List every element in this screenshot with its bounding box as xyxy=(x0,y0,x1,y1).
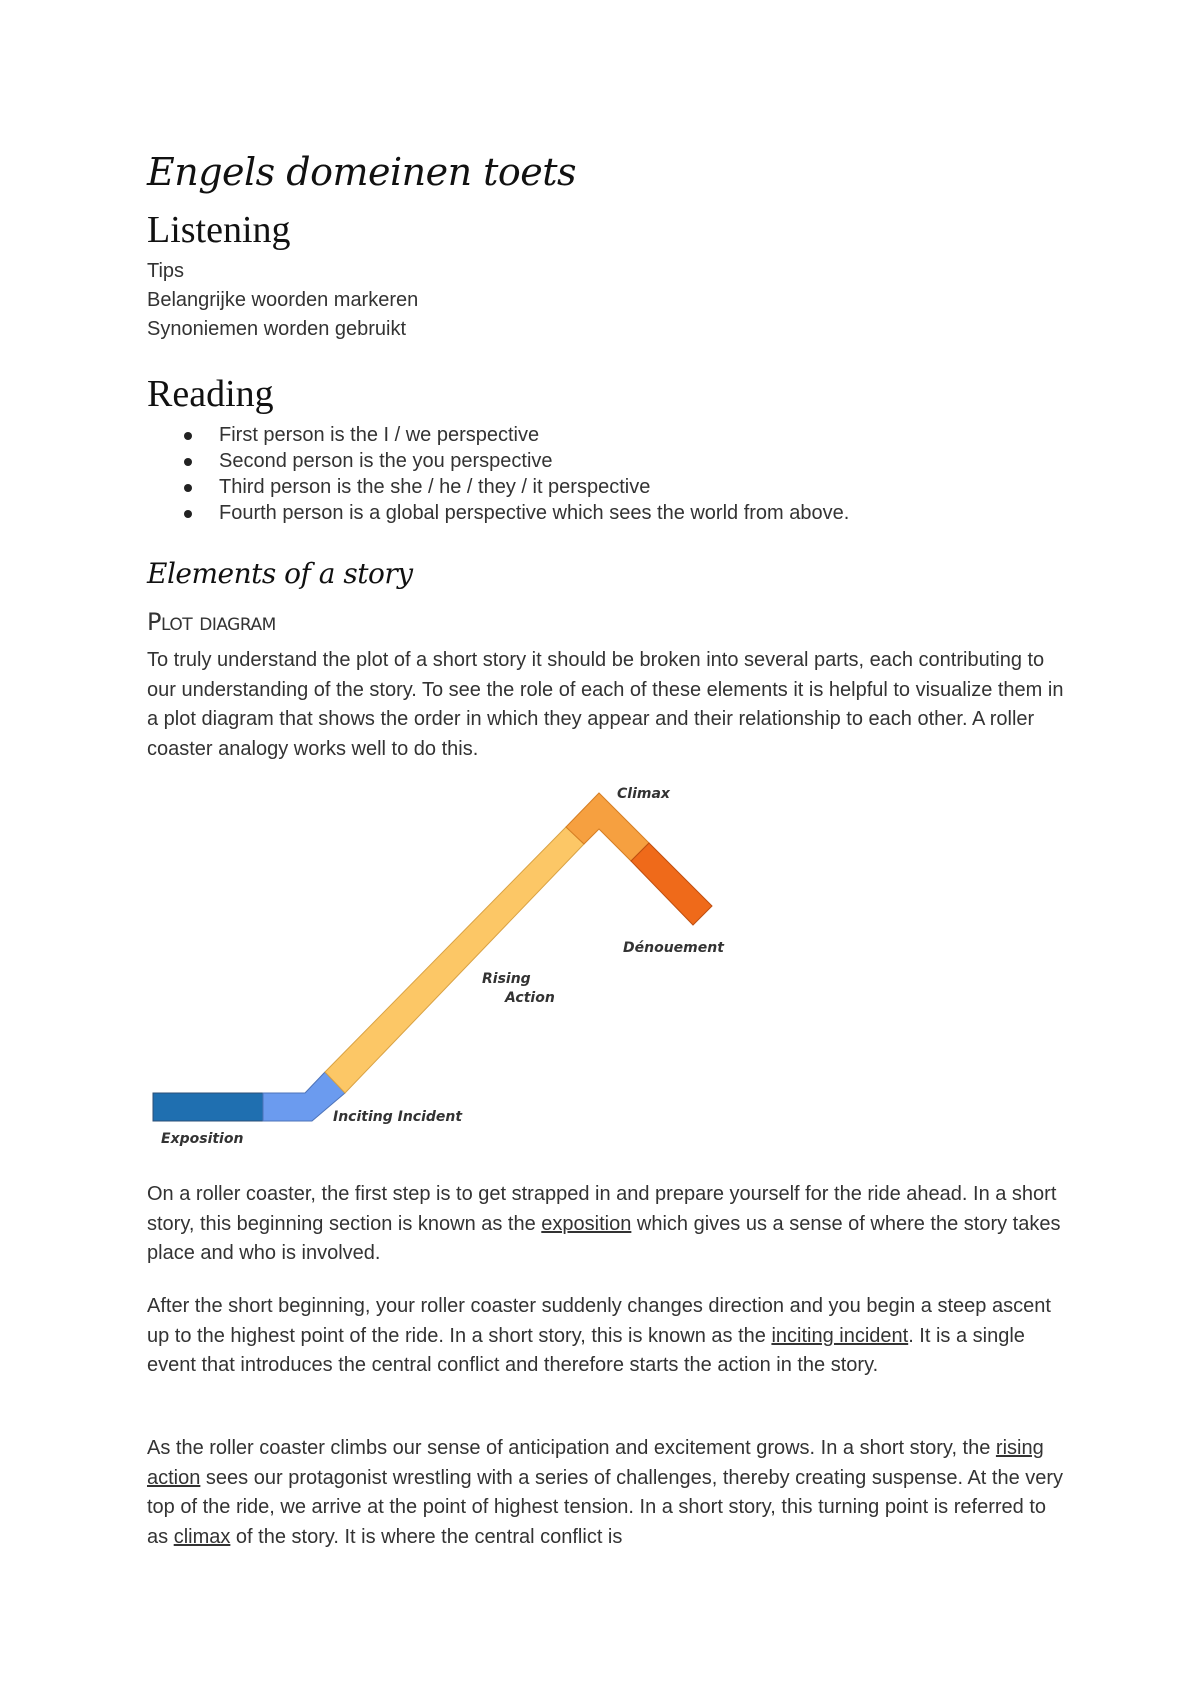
reading-heading: Reading xyxy=(147,373,274,415)
climax-segment xyxy=(566,793,649,861)
listening-heading: Listening xyxy=(147,209,291,251)
rising-action-term: rising action xyxy=(147,1437,1044,1489)
list-item: Third person is the she / he / they / it perspective xyxy=(147,474,849,500)
denouement-label: Dénouement xyxy=(623,940,724,956)
exposition-term: exposition xyxy=(541,1212,632,1235)
exposition-paragraph: On a roller coaster, the first step is to get strapped in and prepare yourself for the ride ahead. In a short story, this beginning section is known as the exposition which gives us a sense of where the story takes place and who is involved. xyxy=(147,1183,1061,1264)
listening-line-3: Synoniemen worden gebruikt xyxy=(147,318,407,340)
climax-label: Climax xyxy=(617,786,670,802)
rising-action-segment xyxy=(325,827,584,1093)
reading-bullet-list xyxy=(147,422,849,526)
denouement-segment xyxy=(631,843,712,925)
listening-line-2: Belangrijke woorden markeren xyxy=(147,289,419,311)
inciting-paragraph: After the short beginning, your roller coaster suddenly changes direction and you begin a steep ascent up to the highest point of the ride. In a short story, this is known as the inciting incident. It is a single event that introduces the central conflict and therefore starts the action in the story. xyxy=(147,1295,1051,1376)
plot-diagram xyxy=(147,780,747,1150)
intro-paragraph: To truly understand the plot of a short story it should be broken into several parts, each contributing to our understanding of the story. To see the role of each of these elements it is helpful to visualize them in a plot diagram that shows the order in which they appear and their relationship to each other. A roller coaster analogy works well to do this. xyxy=(147,649,1064,760)
list-item: First person is the I / we perspective xyxy=(147,422,849,448)
inciting-incident-label: Inciting Incident xyxy=(333,1109,463,1125)
elements-heading: Elements of a story xyxy=(147,557,413,590)
document-title: Engels domeinen toets xyxy=(147,150,577,194)
list-item: Second person is the you perspective xyxy=(147,448,849,474)
list-item: Fourth person is a global perspective which sees the world from above. xyxy=(147,500,849,526)
rising-action-label-1: Rising xyxy=(482,971,531,987)
rising-action-label-2: Action xyxy=(505,990,555,1006)
climax-term: climax xyxy=(173,1525,231,1548)
inciting-incident-term: inciting incident xyxy=(771,1324,909,1347)
listening-line-1: Tips xyxy=(147,260,185,282)
exposition-segment xyxy=(153,1093,263,1121)
plot-diagram-subheading: Plot diagram xyxy=(147,608,276,636)
rising-action-paragraph: As the roller coaster climbs our sense of anticipation and excitement grows. In a short story, the rising action sees our protagonist wrestling with a series of challenges, thereby creating suspense. At the very top of the ride, we arrive at the point of highest tension. In a short story, this turning point is referred to as climax of the story. It is where the central conflict is xyxy=(147,1437,1064,1548)
exposition-label: Exposition xyxy=(161,1131,244,1147)
